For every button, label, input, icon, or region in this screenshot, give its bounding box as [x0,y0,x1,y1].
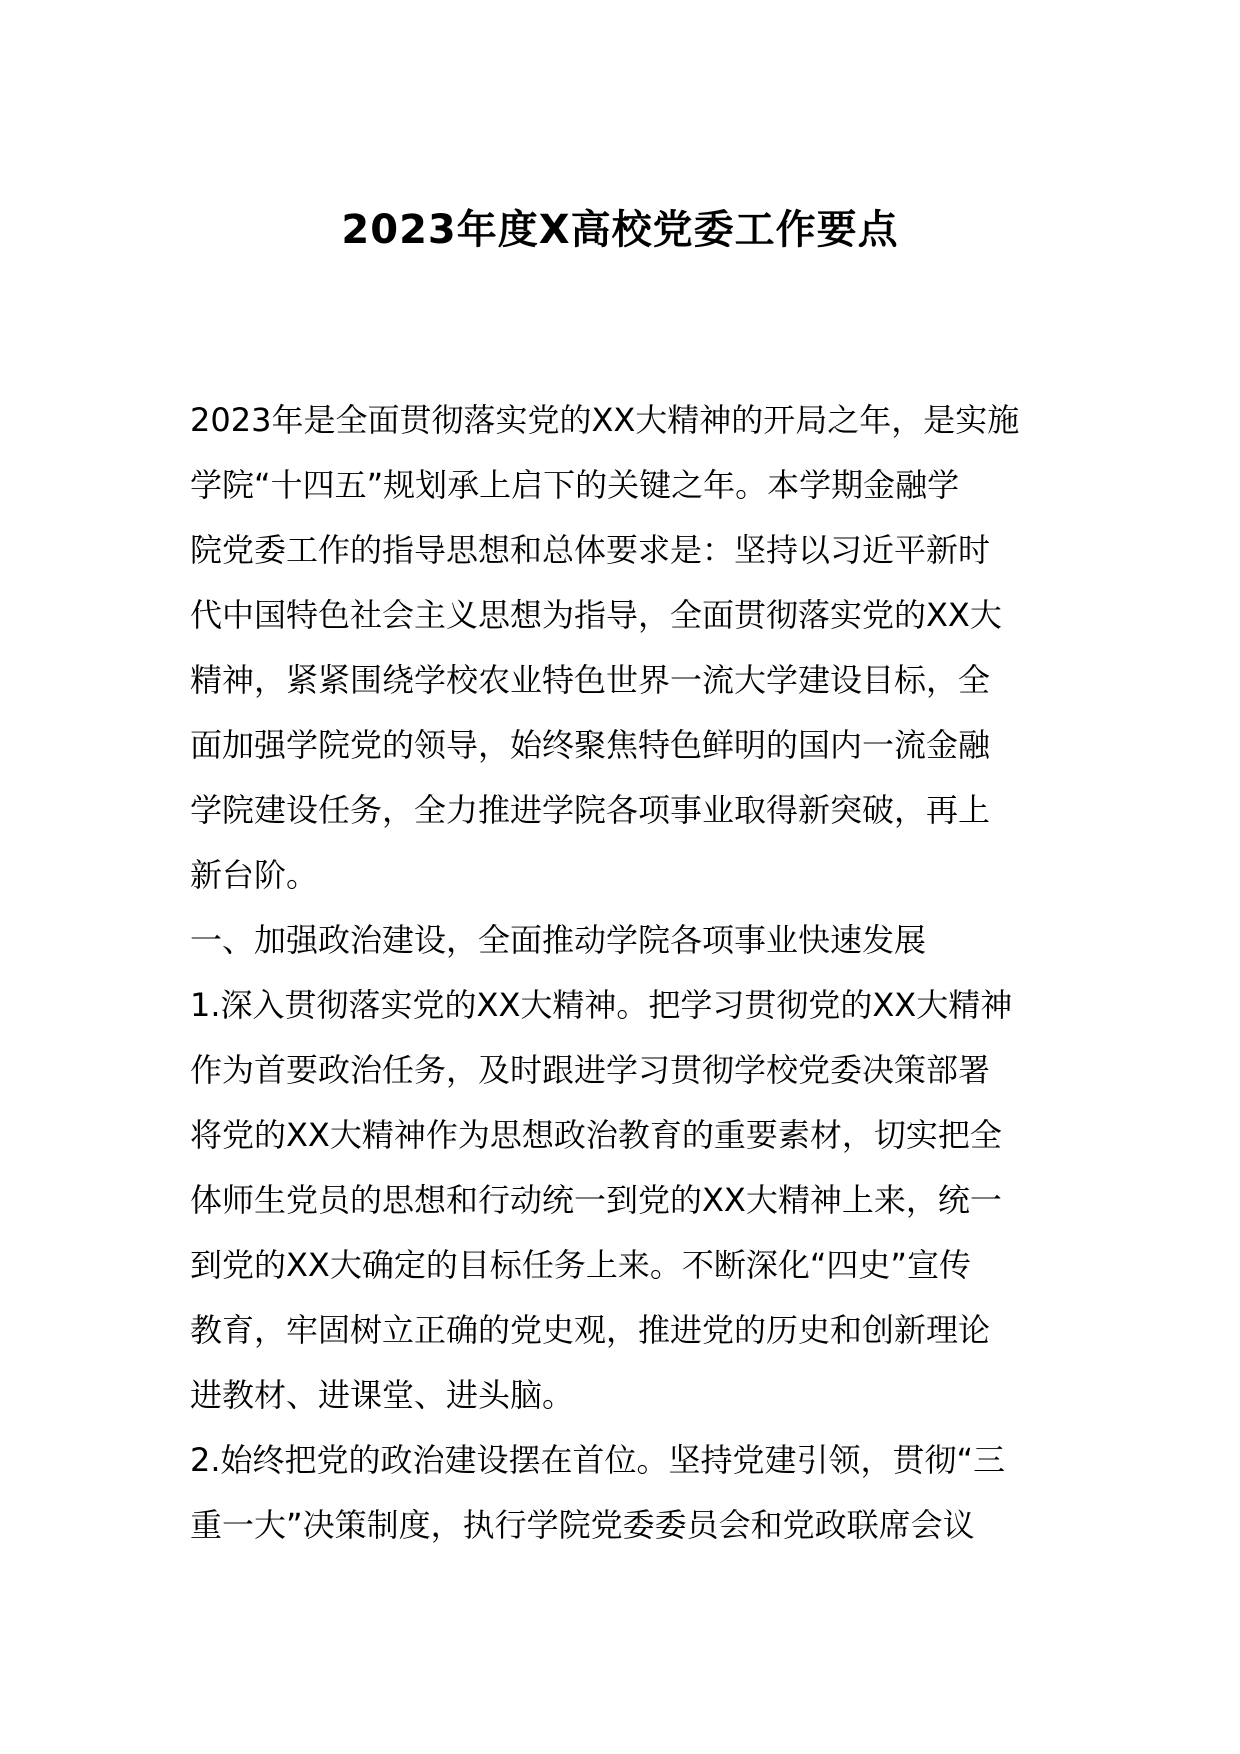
text-line: 新台阶。 [190,856,319,894]
text-line: 1.深入贯彻落实党的XX大精神。把学习贯彻党的XX大精神 [190,986,1013,1024]
text-line: 面加强学院党的领导，始终聚焦特色鲜明的国内一流金融 [190,726,991,764]
text-line: 进教材、进课堂、进头脑。 [190,1376,575,1414]
text-line: 2.始终把党的政治建设摆在首位。坚持党建引领，贯彻“三 [190,1441,1006,1479]
text-line: 重一大”决策制度，执行学院党委委员会和党政联席会议 [190,1506,975,1544]
text-line: 将党的XX大精神作为思想政治教育的重要素材，切实把全 [190,1116,1002,1154]
text-line: 代中国特色社会主义思想为指导，全面贯彻落实党的XX大 [190,596,1002,634]
intro-paragraph [190,388,1070,908]
text-line: 精神，紧紧围绕学校农业特色世界一流大学建设目标，全 [190,661,991,699]
text-line: 2023年是全面贯彻落实党的XX大精神的开局之年，是实施 [190,401,1020,439]
text-line: 教育，牢固树立正确的党史观，推进党的历史和创新理论 [190,1311,991,1349]
item-1-paragraph [190,973,1070,1428]
text-line: 到党的XX大确定的目标任务上来。不断深化“四史”宣传 [190,1246,972,1284]
text-line: 学院建设任务，全力推进学院各项事业取得新突破，再上 [190,791,991,829]
text-line: 体师生党员的思想和行动统一到党的XX大精神上来，统一 [190,1181,1002,1219]
document-body [190,388,1070,1558]
item-2-paragraph [190,1428,1070,1558]
text-line: 作为首要政治任务，及时跟进学习贯彻学校党委决策部署 [190,1051,991,1089]
text-line: 学院“十四五”规划承上启下的关键之年。本学期金融学 [190,466,960,504]
section-heading: 一、加强政治建设，全面推动学院各项事业快速发展 [190,921,927,959]
text-line: 院党委工作的指导思想和总体要求是：坚持以习近平新时 [190,531,991,569]
document-title: 2023年度X高校党委工作要点 [341,207,899,253]
